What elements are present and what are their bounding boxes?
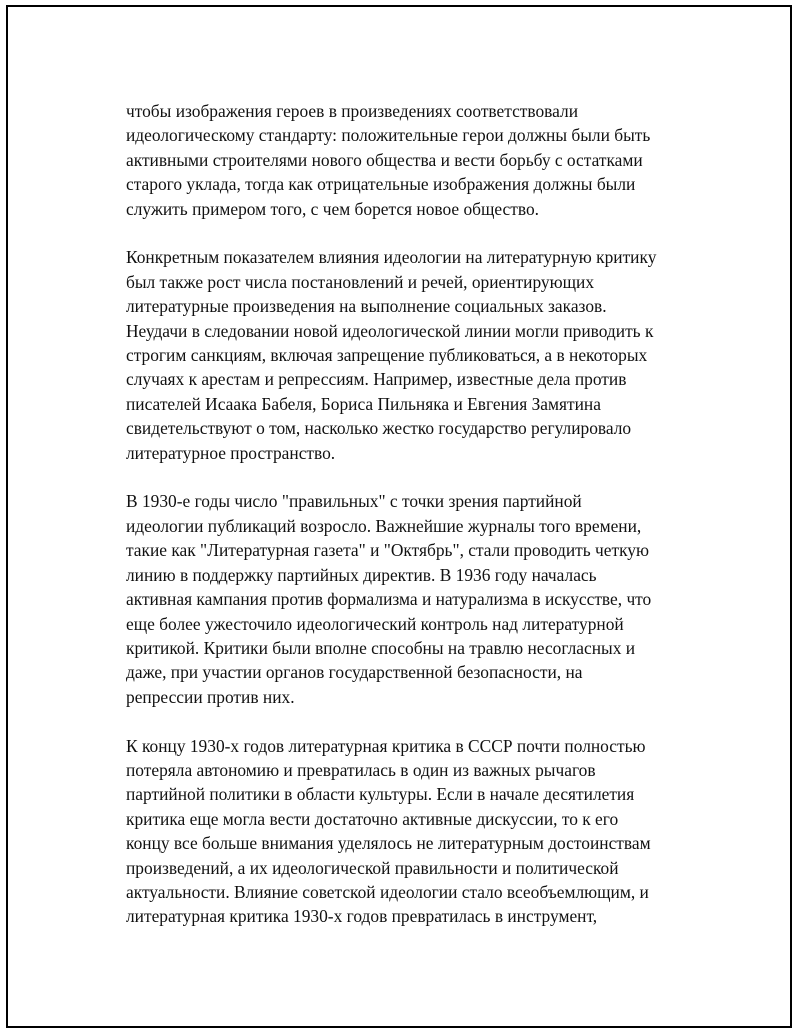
text-line: линию в поддержку партийных директив. В 1936 году началась (126, 564, 597, 585)
text-line: репрессии против них. (126, 686, 295, 707)
text-line: потеряла автономию и превратилась в один из важных рычагов (126, 759, 596, 780)
text-line: В 1930-е годы число "правильных" с точки зрения партийной (126, 491, 582, 512)
page-body (126, 99, 706, 953)
text-line: писателей Исаака Бабеля, Бориса Пильняка и Евгения Замятина (126, 393, 601, 414)
text-line: случаях к арестам и репрессиям. Например, известные дела против (126, 369, 627, 390)
text-line: Конкретным показателем влияния идеологии на литературную критику (126, 247, 657, 268)
text-line: актуальности. Влияние советской идеологии стало всеобъемлющим, и (126, 881, 649, 902)
paragraph (126, 734, 706, 929)
paragraph (126, 489, 706, 709)
text-line: К концу 1930-х годов литературная критика в СССР почти полностью (126, 735, 646, 756)
text-line: служить примером того, с чем борется новое общество. (126, 198, 539, 219)
text-line: произведений, а их идеологической правильности и политической (126, 857, 619, 878)
text-line: критикой. Критики были вполне способны на травлю несогласных и (126, 637, 636, 658)
text-line: литературная критика 1930-х годов превратилась в инструмент, (126, 906, 598, 927)
text-line: активная кампания против формализма и натурализма в искусстве, что (126, 589, 652, 610)
text-line: идеологии публикаций возросло. Важнейшие журналы того времени, (126, 515, 642, 536)
text-line: критика еще могла вести достаточно активные дискуссии, то к его (126, 808, 619, 829)
paragraph (126, 99, 706, 221)
text-line: свидетельствуют о том, насколько жестко государство регулировало (126, 418, 632, 439)
text-line: даже, при участии органов государственной безопасности, на (126, 662, 583, 683)
paragraph (126, 245, 706, 465)
text-line: активными строителями нового общества и вести борьбу с остатками (126, 149, 643, 170)
text-line: партийной политики в области культуры. Если в начале десятилетия (126, 784, 635, 805)
page-frame (6, 5, 792, 1028)
text-line: Неудачи в следовании новой идеологической линии могли приводить к (126, 320, 654, 341)
text-line: литературное пространство. (126, 442, 336, 463)
text-line: концу все больше внимания уделялось не литературным достоинствам (126, 833, 651, 854)
text-line: идеологическому стандарту: положительные герои должны были быть (126, 125, 651, 146)
text-line: чтобы изображения героев в произведениях соответствовали (126, 101, 579, 121)
text-line: старого уклада, тогда как отрицательные изображения должны были (126, 174, 636, 195)
text-line: литературные произведения на выполнение социальных заказов. (126, 296, 607, 317)
text-line: еще более ужесточило идеологический контроль над литературной (126, 613, 624, 634)
text-line: такие как "Литературная газета" и "Октябрь", стали проводить четкую (126, 540, 649, 561)
text-line: строгим санкциям, включая запрещение публиковаться, а в некоторых (126, 345, 648, 366)
text-line: был также рост числа постановлений и речей, ориентирующих (126, 271, 595, 292)
